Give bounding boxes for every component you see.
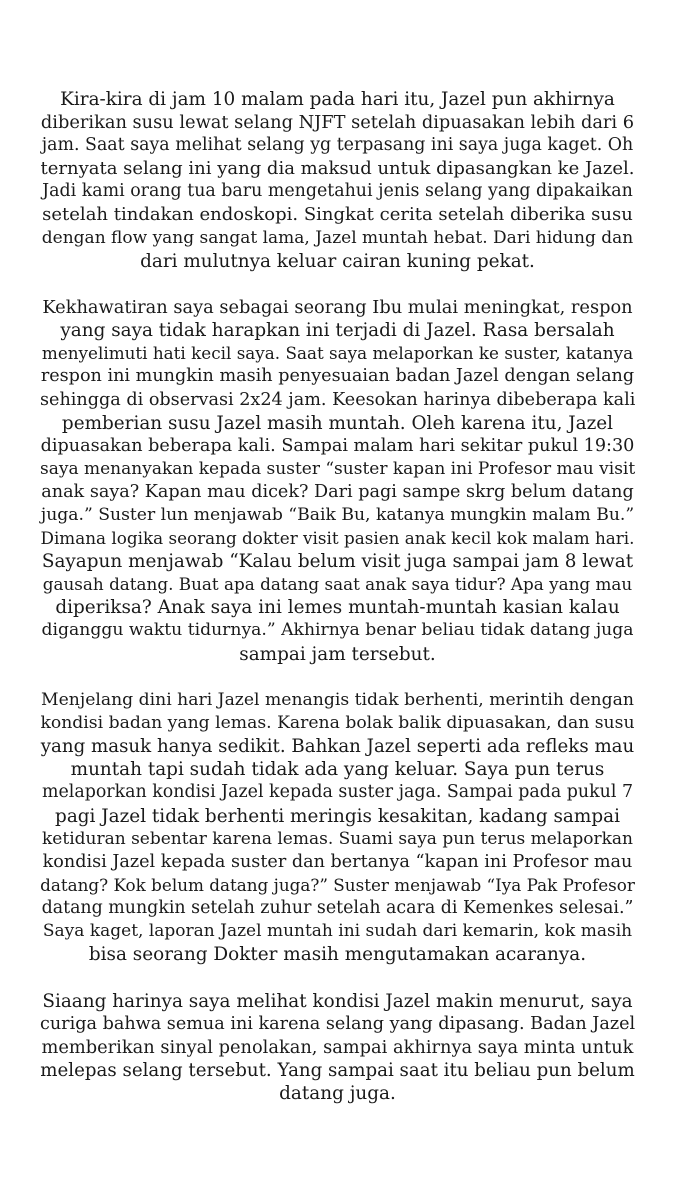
text-line: curiga bahwa semua ini karena selang yang dipasang. Badan Jazel (40, 1013, 636, 1034)
text-line: melepas selang tersebut. Yang sampai saat itu beliau pun belum (40, 1059, 635, 1081)
paragraph-2 (40, 296, 635, 666)
text-line: juga.” Suster lun menjawab “Baik Bu, katanya mungkin malam Bu.” (40, 504, 635, 525)
text-line: Saya kaget, laporan Jazel muntah ini sudah dari kemarin, kok masih (42, 920, 633, 941)
text-line: jam. Saat saya melihat selang yg terpasang ini saya juga kaget. Oh (41, 135, 634, 156)
paragraph-1 (40, 88, 635, 273)
text-line: dari mulutnya keluar cairan kuning pekat. (140, 250, 535, 272)
text-line: melaporkan kondisi Jazel kepada suster jaga. Sampai pada pukul 7 (41, 782, 634, 803)
text-line: memberikan sinyal penolakan, sampai akhirnya saya minta untuk (41, 1036, 634, 1058)
text-line: Menjelang dini hari Jazel menangis tidak berhenti, merintih dengan (41, 690, 634, 711)
text-line: bisa seorang Dokter masih mengutamakan acaranya. (88, 944, 587, 966)
text-line: saya menanyakan kepada suster “suster kapan ini Profesor mau visit (40, 458, 636, 479)
text-line: muntah tapi sudah tidak ada yang keluar. Saya pun terus (70, 759, 605, 781)
text-line: sehingga di observasi 2x24 jam. Keesokan harinya dibeberapa kali (40, 389, 636, 410)
text-line: dengan flow yang sangat lama, Jazel muntah hebat. Dari hidung dan (41, 227, 634, 248)
text-line: Kekhawatiran saya sebagai seorang Ibu mulai meningkat, respon (42, 297, 633, 319)
text-line: Siaang harinya saya melihat kondisi Jazel makin menurut, saya (42, 990, 633, 1012)
text-line: menyelimuti hati kecil saya. Saat saya melaporkan ke suster, katanya (41, 343, 634, 364)
text-line: yang saya tidak harapkan ini terjadi di Jazel. Rasa bersalah (60, 320, 615, 342)
text-line: datang? Kok belum datang juga?” Suster menjawab “Iya Pak Profesor (40, 874, 635, 895)
text-line: diperiksa? Anak saya ini lemes muntah-muntah kasian kalau (55, 597, 620, 619)
text-line: gausah datang. Buat apa datang saat anak saya tidur? Apa yang mau (42, 574, 633, 595)
text-line: ternyata selang ini yang dia maksud untuk dipasangkan ke Jazel. (40, 158, 635, 180)
text-line: dipuasakan beberapa kali. Sampai malam hari sekitar pukul 19:30 (40, 435, 635, 456)
text-line: sampai jam tersebut. (239, 643, 436, 665)
text-line: pemberian susu Jazel masih muntah. Oleh karena itu, Jazel (61, 412, 614, 434)
text-line: respon ini mungkin masih penyesuaian badan Jazel dengan selang (40, 366, 635, 387)
text-line: ketiduran sebentar karena lemas. Suami saya pun terus melaporkan (42, 828, 633, 849)
text-line: kondisi badan yang lemas. Karena bolak balik dipuasakan, dan susu (40, 713, 635, 734)
text-line: yang masuk hanya sedikit. Bahkan Jazel seperti ada refleks mau (40, 736, 635, 758)
text-line: kondisi Jazel kepada suster dan bertanya “kapan ini Profesor mau (42, 851, 633, 872)
text-line: diganggu waktu tidurnya.” Akhirnya benar beliau tidak datang juga (41, 620, 634, 641)
text-line: Kira-kira di jam 10 malam pada hari itu, Jazel pun akhirnya (60, 89, 615, 110)
paragraph-4 (40, 990, 635, 1105)
text-line: Dimana logika seorang dokter visit pasien anak kecil kok malam hari. (40, 528, 635, 549)
text-line: anak saya? Kapan mau dicek? Dari pagi sampe skrg belum datang (41, 481, 634, 502)
story-text (40, 88, 635, 1128)
text-line: pagi Jazel tidak berhenti meringis kesakitan, kadang sampai (55, 805, 620, 827)
text-line: Sayapun menjawab “Kalau belum visit juga sampai jam 8 lewat (41, 551, 634, 573)
text-line: datang mungkin setelah zuhur setelah acara di Kemenkes selesai.” (41, 897, 634, 918)
text-line: Jadi kami orang tua baru mengetahui jenis selang yang dipakaikan (42, 181, 633, 202)
text-line: diberikan susu lewat selang NJFT setelah dipuasakan lebih dari 6 (40, 112, 635, 134)
text-line: setelah tindakan endoskopi. Singkat cerita setelah diberika susu (42, 204, 633, 226)
paragraph-3 (40, 689, 635, 966)
text-line: datang juga. (279, 1082, 396, 1104)
